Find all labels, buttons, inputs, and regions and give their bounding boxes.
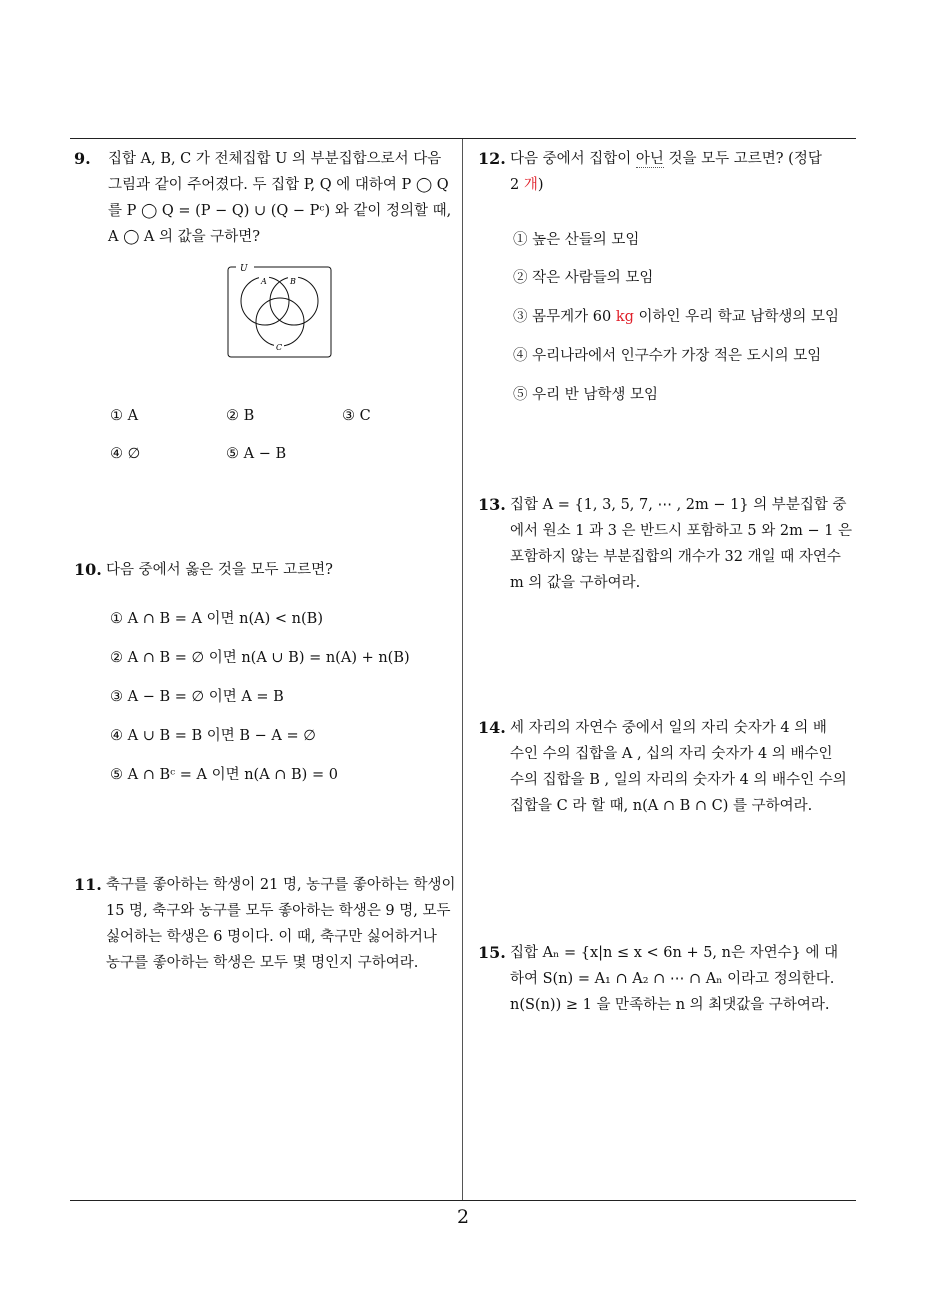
text-line: A ◯ A 의 값을 구하면? [108,229,261,245]
text-line: 수인 수의 집합을 A , 십의 자리 숫자가 4 의 배수인 [510,746,833,762]
choice-9-1[interactable]: ① A [110,408,139,424]
text-line [510,172,862,198]
choice-9-5[interactable]: ⑤ A − B [226,446,287,462]
text-line: 수의 집합을 B , 일의 자리의 숫자가 4 의 배수인 수의 [510,772,847,788]
text-line: 15 명, 축구와 농구를 모두 좋아하는 학생은 9 명, 모두 [106,903,451,919]
answer-count-highlight: 개 [523,177,538,193]
question-12 [478,146,862,198]
choice-9-3[interactable]: ③ C [342,408,371,424]
choice-9-2[interactable]: ② B [226,408,255,424]
venn-label-u: U [240,264,248,274]
unit-highlight: kg [615,309,634,325]
choice-10-2[interactable]: ② A ∩ B = ∅ 이면 n(A ∪ B) = n(A) + n(B) [110,650,410,666]
text-line: 다음 중에서 옳은 것을 모두 고르면? [106,562,333,578]
venn-label-a: A [261,277,267,286]
text-line: 집합 A, B, C 가 전체집합 U 의 부분집합으로서 다음 [108,151,442,167]
question-text [106,872,458,976]
choice-12-1[interactable]: ① 높은 산들의 모임 [513,232,640,248]
choice-12-5[interactable]: ⑤ 우리 반 남학생 모임 [513,387,658,403]
text-line: 에서 원소 1 과 3 은 반드시 포함하고 5 와 2m − 1 은 [510,523,853,539]
choice-10-3[interactable]: ③ A − B = ∅ 이면 A = B [110,689,284,705]
choice-10-4[interactable]: ④ A ∪ B = B 이면 B − A = ∅ [110,728,316,744]
question-15 [478,940,862,1018]
page-number: 2 [456,1206,470,1228]
venn-label-c: C [276,343,283,352]
text-segment: ③ 몸무게가 60 [513,309,616,325]
question-text [510,715,862,819]
choice-12-4[interactable]: ④ 우리나라에서 인구수가 가장 적은 도시의 모임 [513,348,822,364]
text-line: 농구를 좋아하는 학생은 모두 몇 명인지 구하여라. [106,955,419,971]
question-number: 12. [478,149,506,168]
question-11 [74,872,458,976]
text-line: 포함하지 않는 부분집합의 개수가 32 개일 때 자연수 [510,549,841,565]
text-line: 싫어하는 학생은 6 명이다. 이 때, 축구만 싫어하거나 [106,929,437,945]
text-line: 집합 A = {1, 3, 5, 7, ⋯ , 2m − 1} 의 부분집합 중 [510,497,847,513]
question-number: 14. [478,718,506,737]
choice-12-2[interactable]: ② 작은 사람들의 모임 [513,270,654,286]
choice-12-3[interactable] [513,305,839,326]
question-text [108,146,458,250]
venn-diagram [226,262,334,360]
question-10 [74,557,458,583]
choice-9-4[interactable]: ④ ∅ [110,446,141,462]
text-line: 를 P ◯ Q = (P − Q) ∪ (Q − Pᶜ) 와 같이 정의할 때, [108,203,452,219]
text-line: 집합 Aₙ = {x|n ≤ x < 6n + 5, n은 자연수} 에 대 [510,945,839,961]
question-text [510,492,862,596]
text-line: m 의 값을 구하여라. [510,575,641,591]
venn-label-b: B [290,277,296,286]
text-segment: 것을 모두 고르면? (정답 [663,151,822,167]
bottom-rule [70,1200,856,1201]
choice-10-5[interactable]: ⑤ A ∩ Bᶜ = A 이면 n(A ∩ B) = 0 [110,767,338,783]
question-text [510,940,862,1018]
text-segment: 2 [510,177,524,193]
column-divider [462,139,463,1201]
text-segment: 다음 중에서 집합이 [510,151,636,167]
question-text [106,557,458,583]
text-line: 집합을 C 라 할 때, n(A ∩ B ∩ C) 를 구하여라. [510,798,813,814]
question-13 [478,492,862,596]
question-number: 10. [74,560,102,579]
emphasis-word: 아닌 [635,151,664,167]
question-number: 11. [74,875,102,894]
text-line: 축구를 좋아하는 학생이 21 명, 농구를 좋아하는 학생이 [106,877,456,893]
text-line: n(S(n)) ≥ 1 을 만족하는 n 의 최댓값을 구하여라. [510,997,830,1013]
top-rule [70,138,856,139]
text-line: 세 자리의 자연수 중에서 일의 자리 숫자가 4 의 배 [510,720,827,736]
text-line: 하여 S(n) = A₁ ∩ A₂ ∩ ⋯ ∩ Aₙ 이라고 정의한다. [510,971,835,987]
question-number: 13. [478,495,506,514]
question-14 [478,715,862,819]
text-line [510,146,862,172]
text-segment: ) [537,177,544,193]
text-line: 그림과 같이 주어졌다. 두 집합 P, Q 에 대하여 P ◯ Q [108,177,449,193]
question-9 [74,146,458,250]
text-segment: 이하인 우리 학교 남학생의 모임 [633,309,840,325]
question-number: 15. [478,943,506,962]
question-text [510,146,862,198]
question-number: 9. [74,149,91,168]
choice-10-1[interactable]: ① A ∩ B = A 이면 n(A) < n(B) [110,611,323,627]
